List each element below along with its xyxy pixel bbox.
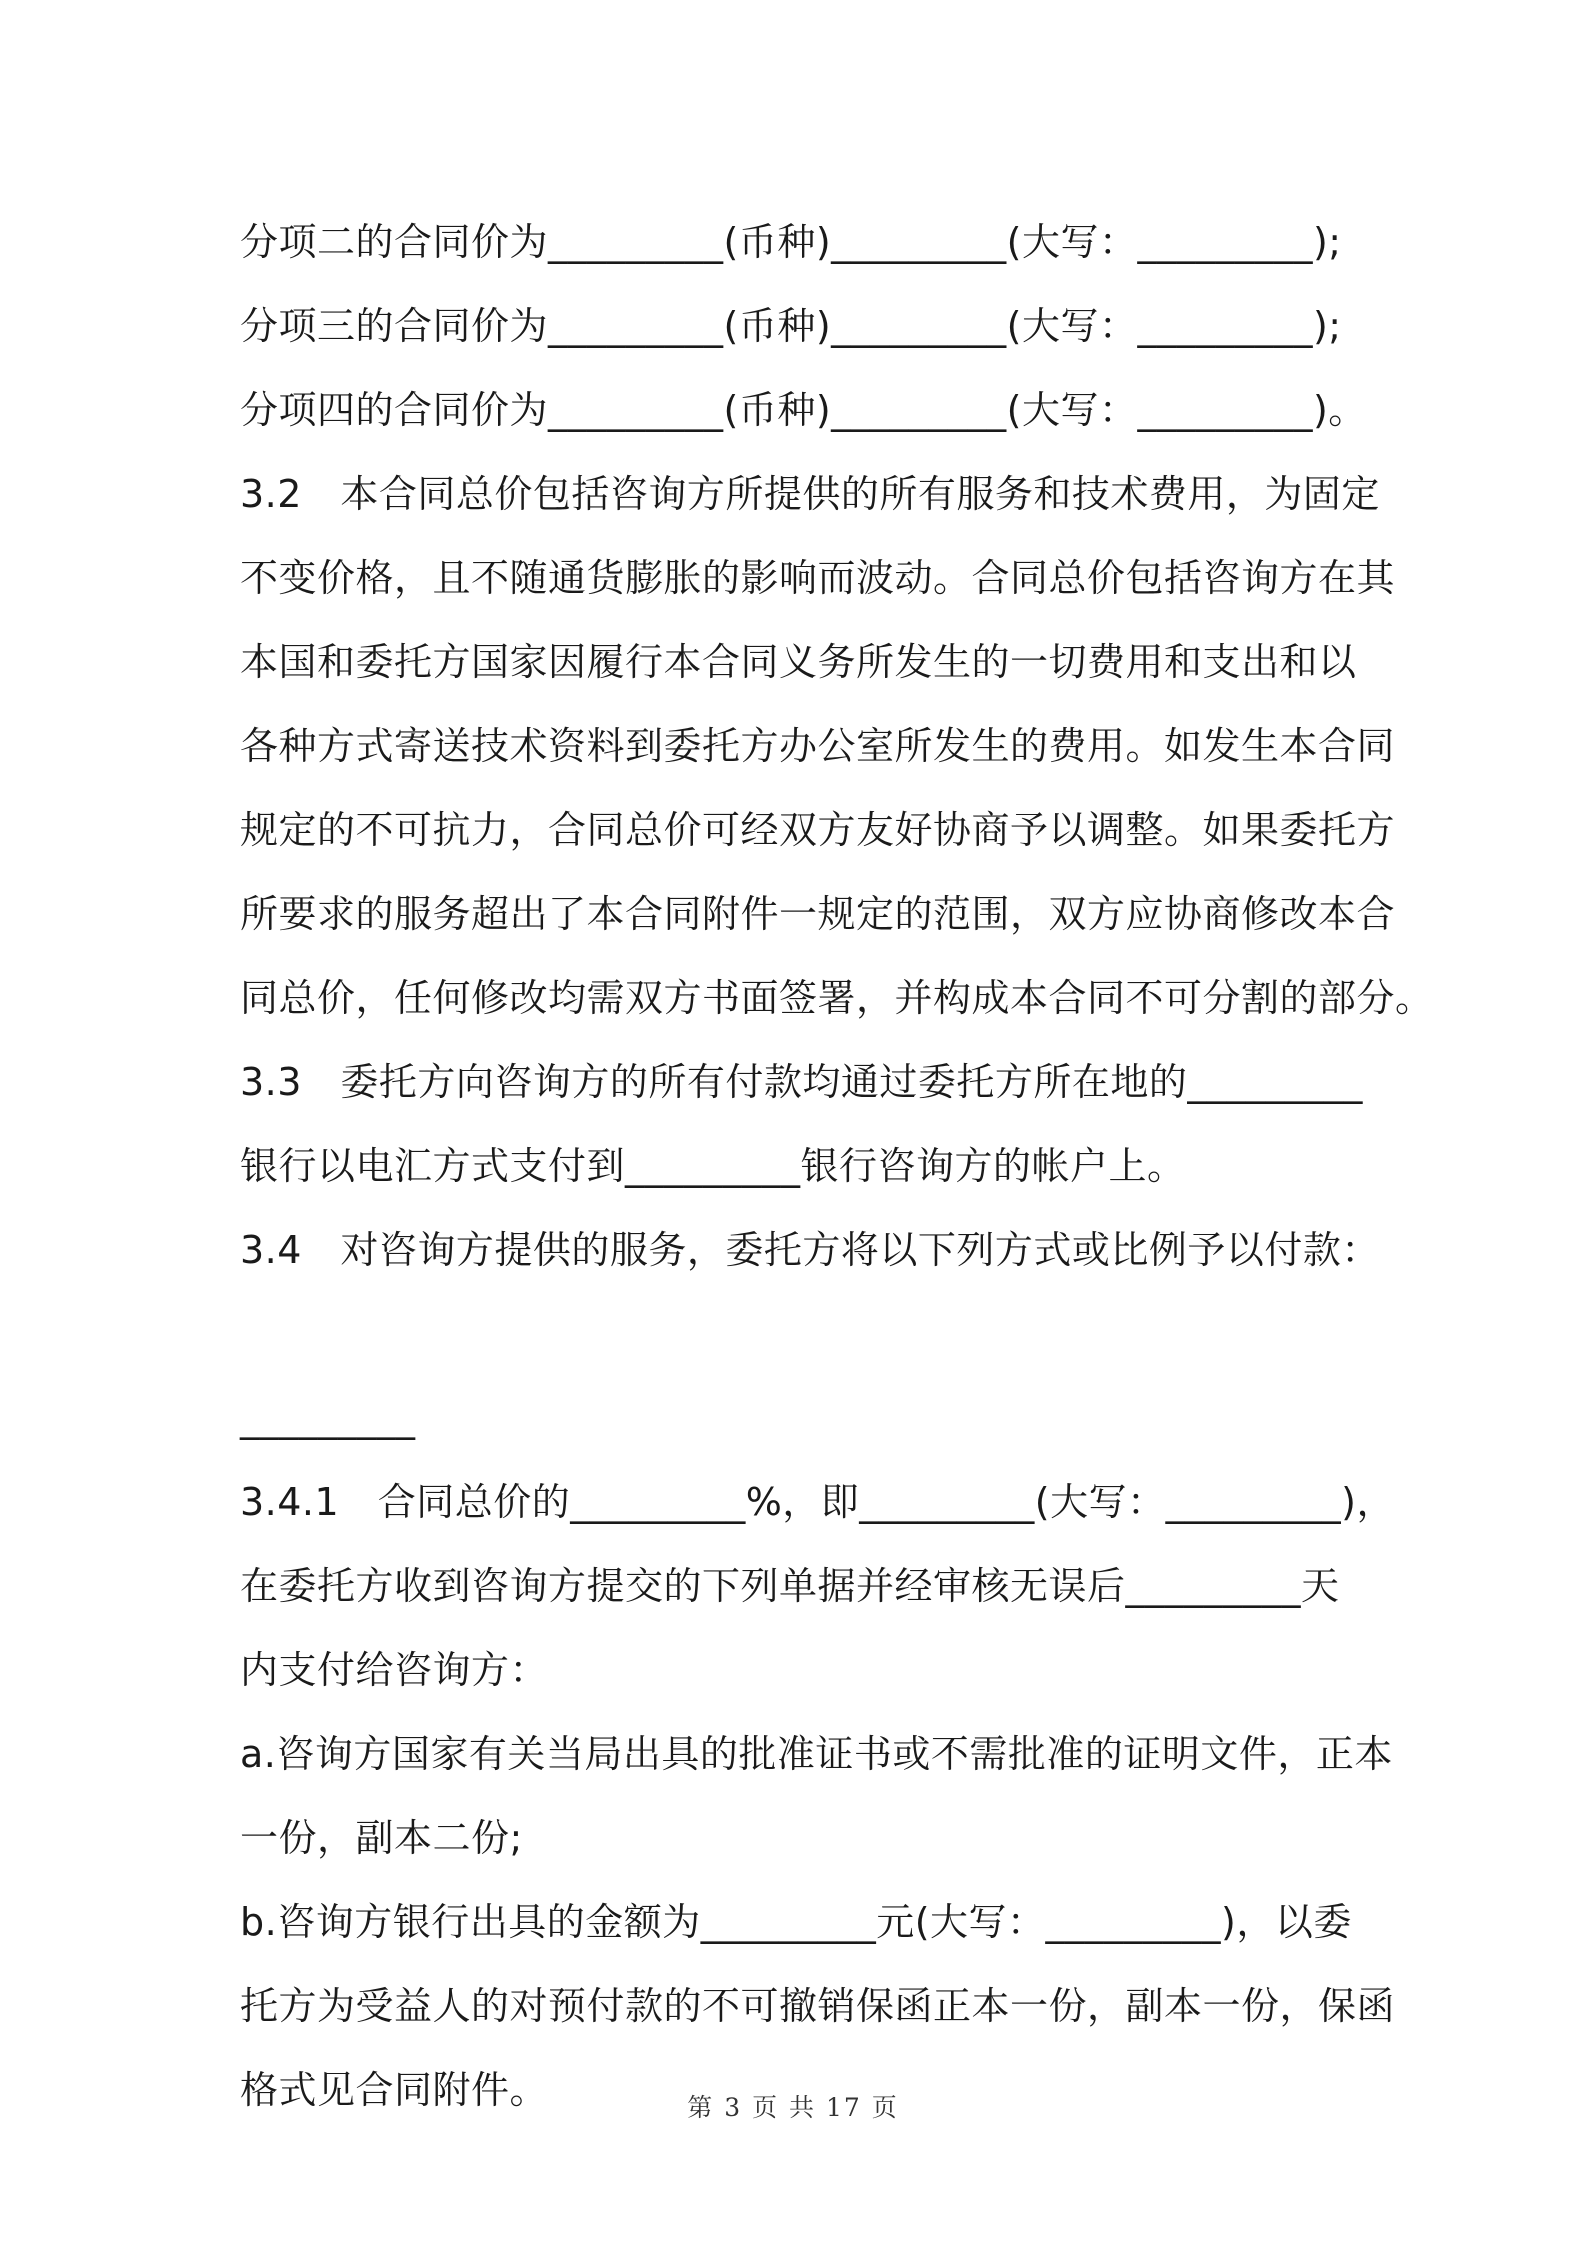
document-body	[240, 200, 1434, 2132]
text-line-10: 同总价，任何修改均需双方书面签署，并构成本合同不可分割的部分。	[240, 976, 1434, 1020]
text-line-16: 3.4.1 合同总价的_________%，即_________(大写：_________)，	[240, 1480, 1395, 1524]
blank-line	[240, 1292, 1360, 1376]
text-line-4: 3.2 本合同总价包括咨询方所提供的所有服务和技术费用，为固定	[240, 472, 1380, 516]
text-line-2: 分项三的合同价为_________(币种)_________(大写：_________);	[240, 304, 1342, 348]
text-line-9: 所要求的服务超出了本合同附件一规定的范围，双方应协商修改本合	[240, 892, 1396, 936]
text-line-1: 分项二的合同价为_________(币种)_________(大写：_________);	[240, 220, 1342, 264]
text-line-11: 3.3 委托方向咨询方的所有付款均通过委托方所在地的_________	[240, 1060, 1363, 1104]
text-line-5: 不变价格，且不随通货膨胀的影响而波动。合同总价包括咨询方在其	[240, 556, 1396, 600]
page-number-footer: 第 3 页 共 17 页	[687, 2093, 899, 2122]
text-line-18: 内支付给咨询方：	[240, 1648, 549, 1692]
text-line-15: _________	[240, 1396, 416, 1440]
text-line-6: 本国和委托方国家因履行本合同义务所发生的一切费用和支出和以	[240, 640, 1357, 684]
text-line-19: a.咨询方国家有关当局出具的批准证书或不需批准的证明文件，正本	[240, 1732, 1393, 1776]
text-line-17: 在委托方收到咨询方提交的下列单据并经审核无误后_________天	[240, 1564, 1340, 1608]
text-line-7: 各种方式寄送技术资料到委托方办公室所发生的费用。如发生本合同	[240, 724, 1396, 768]
text-line-23: 格式见合同附件。	[240, 2068, 549, 2112]
text-line-21: b.咨询方银行出具的金额为_________元(大写：_________)，以委	[240, 1900, 1352, 1944]
text-line-8: 规定的不可抗力，合同总价可经双方友好协商予以调整。如果委托方	[240, 808, 1396, 852]
text-line-22: 托方为受益人的对预付款的不可撤销保函正本一份，副本一份，保函	[240, 1984, 1396, 2028]
text-line-12: 银行以电汇方式支付到_________银行咨询方的帐户上。	[240, 1144, 1186, 1188]
text-line-3: 分项四的合同价为_________(币种)_________(大写：_________)。	[240, 388, 1367, 432]
text-line-20: 一份，副本二份;	[240, 1816, 523, 1860]
text-line-13: 3.4 对咨询方提供的服务，委托方将以下列方式或比例予以付款：	[240, 1228, 1380, 1272]
